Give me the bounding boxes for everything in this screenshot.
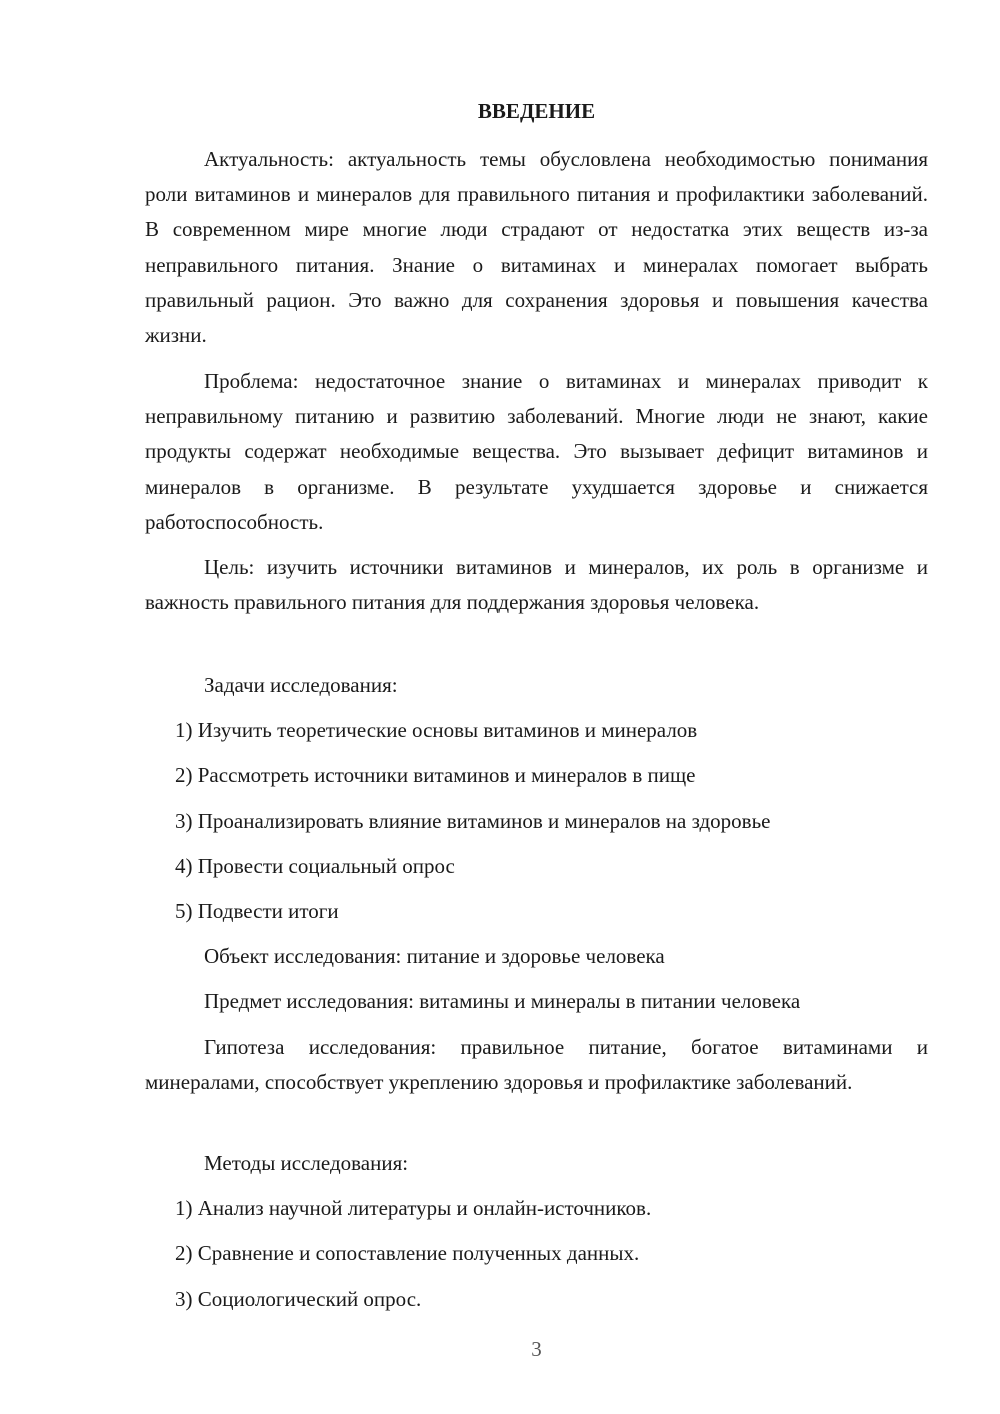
goal-paragraph: Цель: изучить источники витаминов и минералов, их роль в организме и важность правильного питания для поддержания здоровья человека. (145, 555, 928, 615)
object-line: Объект исследования: питание и здоровье человека (204, 944, 665, 968)
list-item: 2) Рассмотреть источники витаминов и минералов в пище (175, 763, 696, 787)
list-item: 1) Изучить теоретические основы витаминов и минералов (175, 718, 698, 742)
list-item: 3) Проанализировать влияние витаминов и минералов на здоровье (175, 809, 771, 833)
list-item: 3) Социологический опрос. (175, 1287, 422, 1311)
document-page (145, 0, 928, 1414)
list-item: 2) Сравнение и сопоставление полученных данных. (175, 1241, 640, 1265)
section-title: ВВЕДЕНИЕ (477, 99, 596, 123)
problem-paragraph: Проблема: недостаточное знание о витаминах и минералах приводит к неправильному питанию и развитию заболеваний. Многие люди не знают, какие продукты содержат необходимые вещества. Это вызывает дефицит витаминов и минералов в организме. В результате ухудшается здоровье и снижается работоспособность. (145, 369, 928, 534)
methods-heading: Методы исследования: (204, 1151, 409, 1175)
hypothesis-paragraph: Гипотеза исследования: правильное питание, богатое витаминами и минералами, способствует укреплению здоровья и профилактике заболеваний. (145, 1035, 928, 1095)
relevance-paragraph: Актуальность: актуальность темы обусловлена необходимостью понимания роли витаминов и минералов для правильного питания и профилактики заболеваний. В современном мире многие люди страдают от недостатка этих веществ из-за неправильного питания. Знание о витаминах и минералах помогает выбрать правильный рацион. Это важно для сохранения здоровья и повышения качества жизни. (145, 147, 928, 348)
page-number: 3 (531, 1337, 542, 1361)
subject-line: Предмет исследования: витамины и минералы в питании человека (204, 989, 801, 1013)
list-item: 4) Провести социальный опрос (175, 854, 455, 878)
list-item: 1) Анализ научной литературы и онлайн-источников. (175, 1196, 652, 1220)
list-item: 5) Подвести итоги (175, 899, 339, 923)
tasks-heading: Задачи исследования: (204, 673, 398, 697)
